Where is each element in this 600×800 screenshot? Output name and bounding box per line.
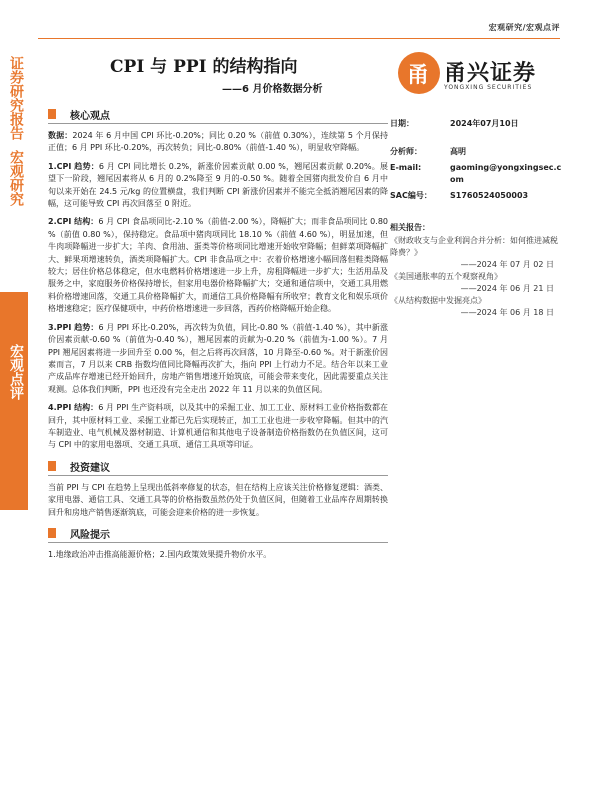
date-row (390, 118, 562, 130)
date-label: 日期： (390, 119, 414, 128)
company-logo (398, 52, 568, 96)
section-header-risk (48, 525, 388, 543)
main-column (48, 106, 388, 567)
section-marker-icon (48, 461, 56, 471)
core-paragraph-ppi-trend: 3.PPI 趋势：6 月 PPI 环比-0.20%，再次转为负值，同比-0.80 %（前值-1.40 %），其中新涨价因素贡献-0.60 %（前值为-0.40 %），翘尾因素的贡献为-0.20 %（前值为-1.00 %）。7 月 PPI 翘尾因素将进一步回升至 0.00 %，但之后将再次回落，10 月降至-0.60 %。对于新涨价因素而言，7 月以来 CRB 指数均值同比降幅再次扩大，指向 PPI 上行动力不足。结合年以来工业产成品库存增速已经开始回升，房地产销售增速开始筑底，可能会带来变化，因此需要重点关注观测。总体我们判断，PPI 也还没有完全走出 2022 年 11 月以来的负值区间。 (48, 322, 388, 394)
invest-paragraph: 当前 PPI 与 CPI 在趋势上呈现出低斜率修复的状态，但在结构上应该关注价格修复逻辑：酒类、家用电器、通信工具、交通工具等的价格指数虽然仍处于负值区间，但随着工业品库存周期转换回升和房地产销售逐渐筑底，可能会迎来价格的进一步恢复。 (48, 482, 388, 517)
header-category-tag: 宏观研究/宏观点评 (488, 23, 560, 32)
sac-row (390, 190, 562, 202)
related-report-title[interactable]: 《从结构数据中发掘亮点》 (390, 296, 486, 305)
section-title-core: 核心观点 (70, 111, 110, 122)
section-marker-icon (48, 109, 56, 119)
logo-english-name: YONGXING SECURITIES (444, 84, 533, 91)
related-report-date: ——2024 年 06 月 18 日 (460, 308, 554, 317)
section-marker-icon (48, 528, 56, 538)
logo-mark-icon: 甬 (398, 52, 440, 94)
analyst-label: 分析师： (390, 147, 422, 156)
rail-block (0, 292, 28, 510)
core-paragraph-ppi-structure: 4.PPI 结构：6 月 PPI 生产资料项，以及其中的采掘工业、加工工业、原材料工业价格指数都在回升，其中原材料工业、采掘工业都已先后实现转正，加工工业也进一步收窄降幅。但其中的汽车制造业、电气机械及器材制造、计算机通信和其他电子设备制造价格指数仍在负值区间，这可与 CPI 中的家用电器项、交通工具项、通信工具项等印证。 (48, 403, 388, 450)
info-column (390, 118, 562, 319)
section-header-core (48, 106, 388, 124)
sac-value: S1760524050003 (450, 191, 529, 200)
related-report-date: ——2024 年 07 月 02 日 (460, 260, 554, 269)
sac-label: SAC编号： (390, 191, 432, 200)
core-paragraph-cpi-trend: 1.CPI 趋势：6 月 CPI 同比增长 0.2%，新涨价因素贡献 0.00 %，翘尾因素贡献 0.20%。展望下一阶段，翘尾因素将从 6 月的 0.2%降至 9 月的-0.50 %。随着全国猪肉批发价自 6 月中旬以来开始在 24.5 元/kg 的位置横盘，我们判断 CPI 新涨价因素并不能完全抵消翘尾因素的降幅，这可能导致 CPI 再次回落至 0 附近。 (48, 161, 389, 209)
core-paragraph-data: 数据：2024 年 6 月中国 CPI 环比-0.20%；同比 0.20 %（前值 0.30%），连续第 5 个月保持正值；6 月 PPI 环比-0.20%，再次转负；同比-0.80%（前值-1.40 %），明显收窄降幅。 (48, 131, 388, 153)
logo-chinese-name: 甬兴证券 (444, 61, 537, 86)
email-row (390, 162, 562, 186)
analyst-row (390, 146, 562, 158)
related-reports-title: 相关报告： (390, 223, 430, 232)
rail-label-macro-research: 宏观研究 (8, 150, 24, 206)
analyst-value: 高明 (450, 147, 466, 156)
section-title-risk: 风险提示 (70, 529, 110, 541)
header-divider (38, 38, 560, 39)
section-header-invest (48, 458, 388, 476)
report-subtitle: ——6 月价格数据分析 (222, 84, 323, 95)
email-label: E-mail: (390, 163, 422, 172)
core-paragraph-cpi-structure: 2.CPI 结构：6 月 CPI 食品项同比-2.10 %（前值-2.00 %），降幅扩大；而非食品项同比 0.80 %（前值 0.80 %），保持稳定。食品项中猪肉项同比 18.10 %（前值 4.60 %），明显加速，但牛肉项降幅进一步扩大；羊肉、食用油、蛋类等价格项同比增速开始收窄降幅；但鲜菜项降幅扩大、鲜果项增速转负，酒类项降幅扩大。CPI 非食品项之中：衣着价格增速小幅回落但鞋类降幅较大；居住价格总体稳定，但水电燃料价格增速进一步上升，房租降幅进一步扩大；生活用品及服务之中，家庭服务价格保持增长，但家用电器价格降幅扩大；交通和通信项中，交通工具用燃料价格增速回落，交通工具价格降幅扩大，而通信工具价格降幅有所收窄；教育文化和娱乐项价格增速稳定；医疗保健项中，中药价格增速进一步回落，西药价格降幅开始企稳。 (48, 217, 388, 314)
related-report-title[interactable]: 《美国通胀率的五个观察视角》 (390, 272, 502, 281)
rail-label-macro-review: 宏观点评 (8, 344, 24, 400)
report-title: CPI 与 PPI 的结构指向 (110, 57, 298, 77)
section-title-invest: 投资建议 (70, 462, 110, 474)
left-rail (0, 0, 28, 800)
email-value[interactable]: gaoming@yongxingsec.com (450, 163, 562, 184)
related-report-title[interactable]: 《财政收支与企业利润合并分析：如何推进减税降费？》 (390, 236, 558, 257)
rail-label-research-report: 证券研究报告 (8, 56, 24, 140)
date-value: 2024年07月10日 (450, 119, 519, 128)
risk-paragraph: 1.地缘政治冲击推高能源价格；2.国内政策效果提升物价水平。 (48, 549, 272, 559)
related-report-date: ——2024 年 06 月 21 日 (460, 284, 554, 293)
